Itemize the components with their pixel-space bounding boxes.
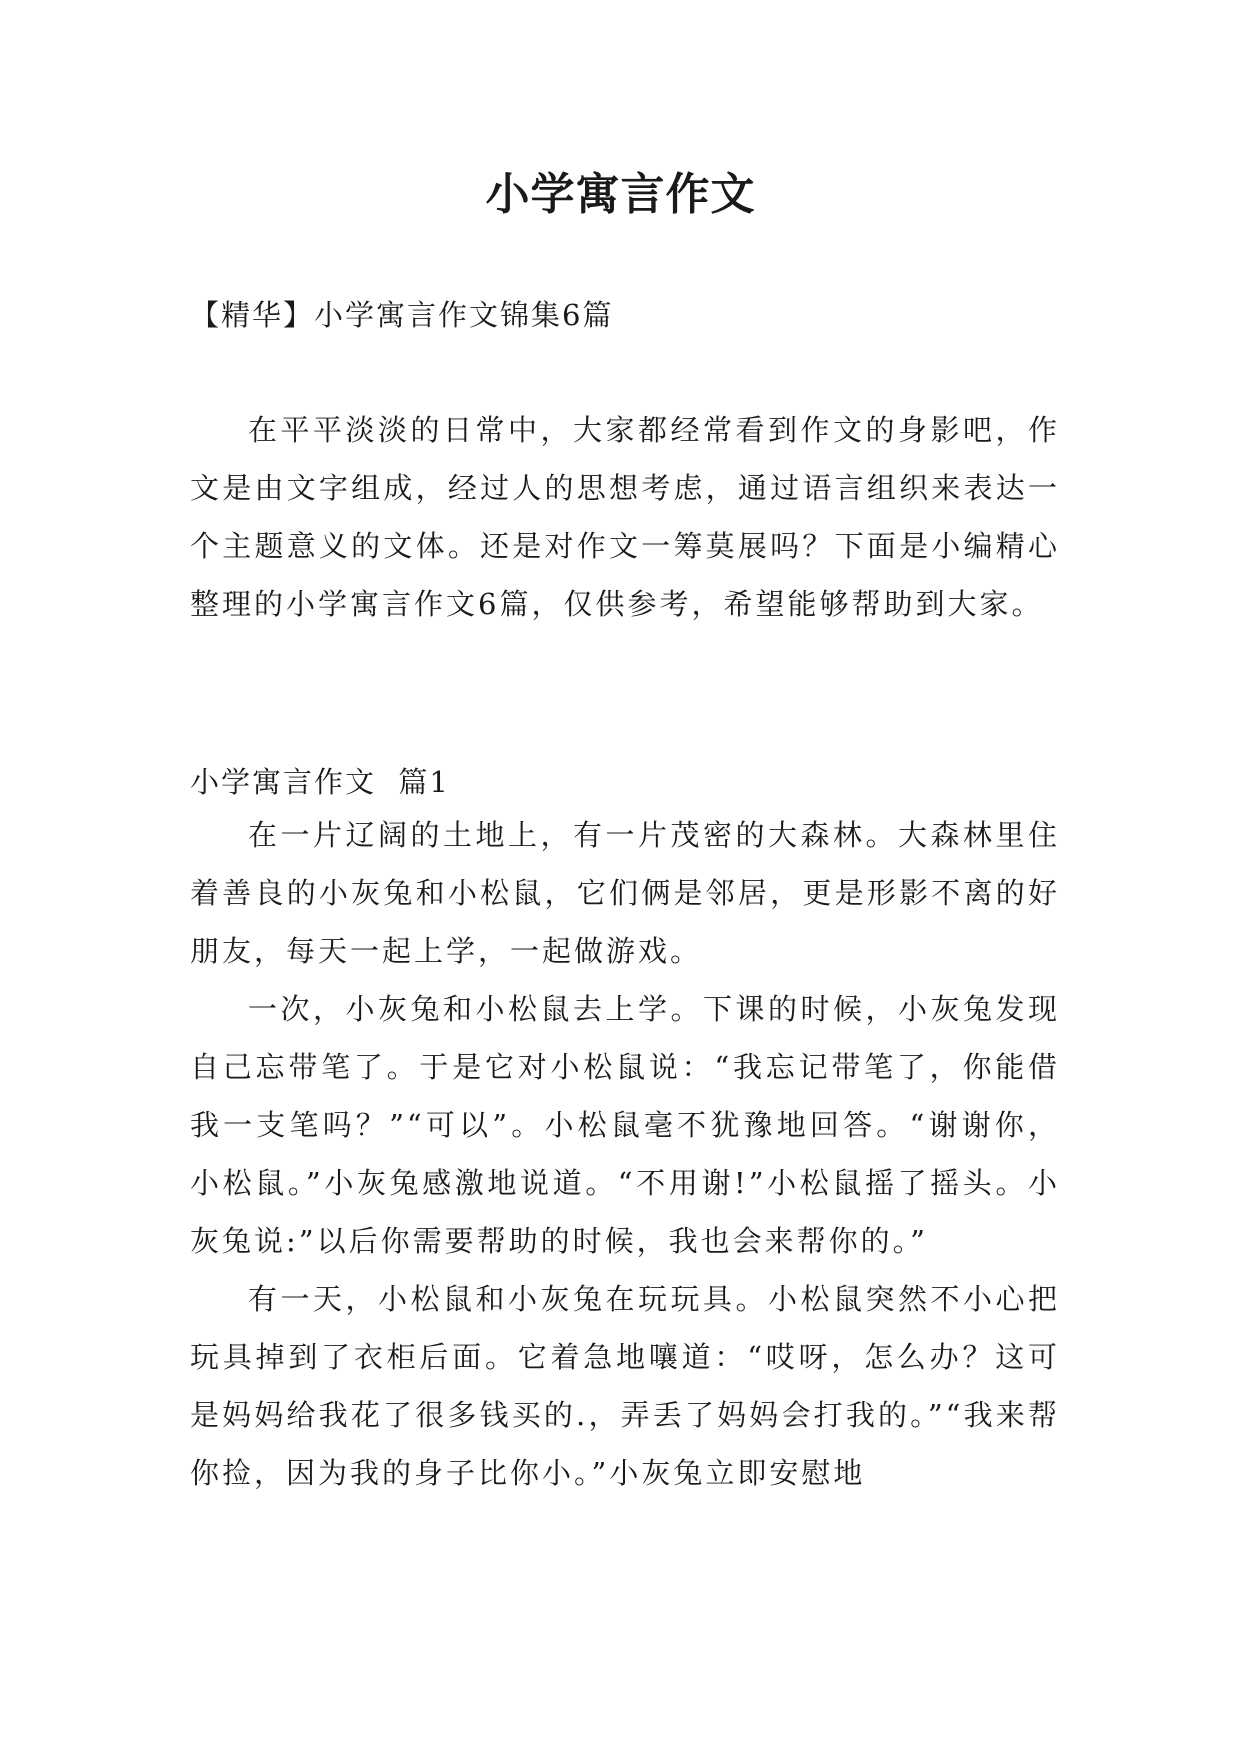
- intro-section: [190, 401, 1060, 633]
- intro-paragraph: 在平平淡淡的日常中，大家都经常看到作文的身影吧，作文是由文字组成，经过人的思想考虑，通过语言组织来表达一个主题意义的文体。还是对作文一筹莫展吗？下面是小编精心整理的小学寓言作文6篇，仅供参考，希望能够帮助到大家。: [190, 413, 1060, 621]
- story-body: [190, 806, 1060, 1502]
- document-subtitle: 【精华】小学寓言作文锦集6篇: [190, 298, 614, 332]
- story-paragraph-1: 在一片辽阔的土地上，有一片茂密的大森林。大森林里住着善良的小灰兔和小松鼠，它们俩是邻居，更是形影不离的好朋友，每天一起上学，一起做游戏。: [190, 818, 1060, 968]
- section-heading: 小学寓言作文 篇1: [190, 765, 450, 799]
- story-paragraph-3: 有一天，小松鼠和小灰兔在玩玩具。小松鼠突然不小心把玩具掉到了衣柜后面。它着急地嚷道：“哎呀，怎么办？这可是妈妈给我花了很多钱买的.，弄丢了妈妈会打我的。”“我来帮你捡，因为我的身子比你小。”小灰兔立即安慰地: [190, 1282, 1060, 1490]
- story-paragraph-2: 一次，小灰兔和小松鼠去上学。下课的时候，小灰兔发现自己忘带笔了。于是它对小松鼠说：“我忘记带笔了，你能借我一支笔吗？”“可以”。小松鼠毫不犹豫地回答。“谢谢你，小松鼠。”小灰兔感激地说道。“不用谢!”小松鼠摇了摇头。小灰兔说:”以后你需要帮助的时候，我也会来帮你的。”: [190, 992, 1060, 1258]
- document-title: 小学寓言作文: [485, 169, 756, 220]
